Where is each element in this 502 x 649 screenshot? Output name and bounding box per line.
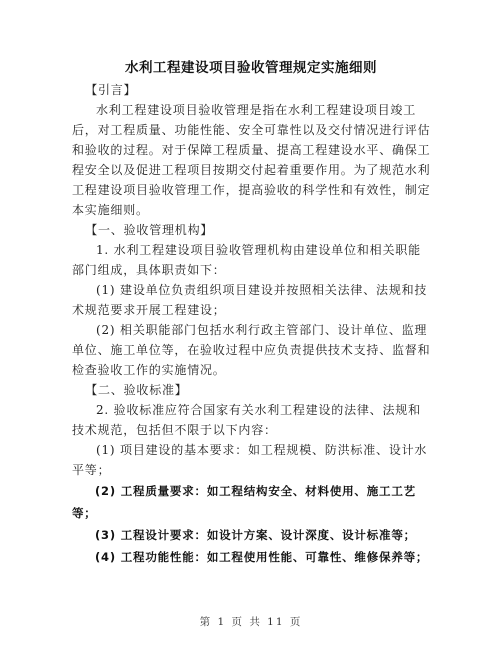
paragraph-item-1: 1. 水利工程建设项目验收管理机构由建设单位和相关职能部门组成，具体职责如下： (72, 243, 421, 277)
section-heading-organization: 【一、验收管理机构】 (85, 223, 214, 237)
paragraph-item-2-2: (2) 工程质量要求：如工程结构安全、材料使用、施工工艺等； (72, 484, 416, 520)
document-body (72, 80, 432, 568)
paragraph-item-2-3: (3) 工程设计要求：如设计方案、设计深度、设计标准等； (95, 528, 416, 542)
document-title: 水利工程建设项目验收管理规定实施细则 (125, 60, 377, 76)
paragraph-item-1-1: (1) 建设单位负责组织项目建设并按照相关法律、法规和技术规范要求开展工程建设； (72, 283, 428, 317)
paragraph-item-1-2: (2) 相关职能部门包括水利行政主管部门、设计单位、监理单位、施工单位等，在验收过程中应负责提供技术支持、监督和检查验收工作的实施情况。 (72, 323, 431, 377)
section-heading-intro: 【引言】 (85, 83, 137, 97)
page-footer: 第 1 页 共 11 页 (199, 616, 303, 628)
paragraph-item-2: 2. 验收标准应符合国家有关水利工程建设的法律、法规和技术规范，包括但不限于以下内容： (72, 403, 421, 437)
paragraph-intro: 水利工程建设项目验收管理是指在水利工程建设项目竣工后，对工程质量、功能性能、安全可靠性以及交付情况进行评估和验收的过程。对于保障工程质量、提高工程建设水平、确保工程安全以及促进工程项目按期交付起着重要作用。为了规范水利工程建设项目验收管理工作，提高验收的科学性和有效性，制定本实施细则。 (72, 103, 431, 217)
section-heading-standards: 【二、验收标准】 (85, 383, 188, 397)
paragraph-item-2-4: (4) 工程功能性能：如工程使用性能、可靠性、维修保养等； (95, 550, 429, 564)
paragraph-item-2-1: (1) 项目建设的基本要求：如工程规模、防洪标准、设计水平等； (72, 443, 428, 477)
